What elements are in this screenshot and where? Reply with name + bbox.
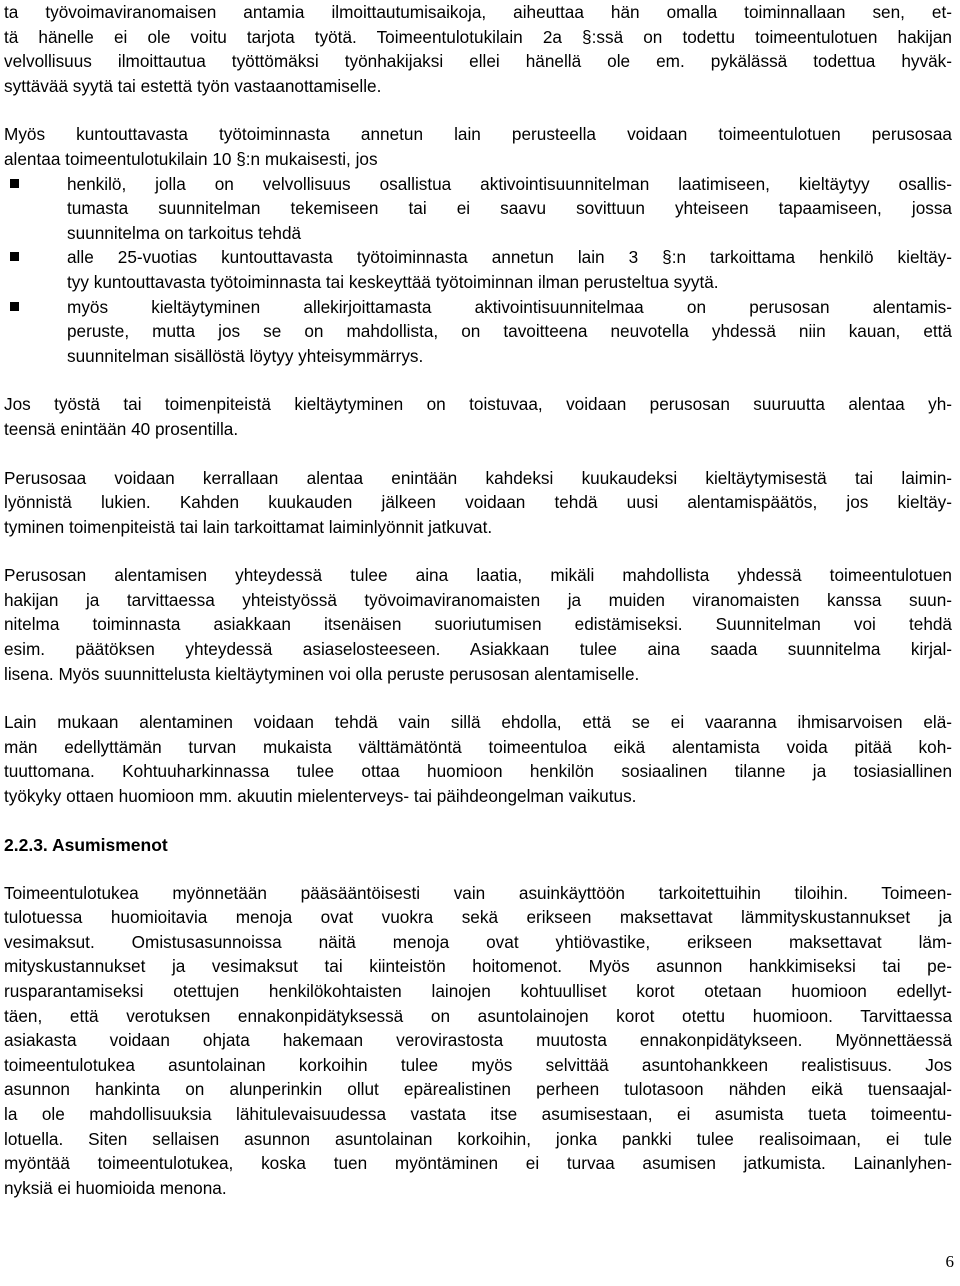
conditions-list (4, 172, 952, 369)
text-line: tumasta suunnitelman tekemiseen tai ei saavu sovittuun yhteiseen tapaamiseen, jossa (67, 198, 952, 219)
text-line: nyksiä ei huomioida menona. (4, 1177, 227, 1198)
text-line: vesimaksut. Omistusasunnoissa näitä menoja ovat yhtiövastike, erikseen maksettavat läm- (4, 931, 952, 952)
text-line: hakijan ja tarvittaessa yhteistyössä työvoimaviranomaisten ja muiden viranomaisten kanssa suun- (4, 589, 952, 610)
text-line: suunnitelma on tarkoitus tehdä (67, 222, 302, 243)
bullet-square-icon (10, 302, 19, 311)
text-line: asunnon hankinta on alunperinkin ollut epärealistinen perheen tulotasoon nähden eikä tuensaajal- (4, 1079, 952, 1100)
text-line: työkyky ottaen huomioon mm. akuutin mielenterveys- tai päihdeongelman vaikutus. (4, 786, 637, 807)
paragraph-repeated-refusal (4, 392, 952, 441)
list-item (4, 172, 952, 246)
text-line: mityskustannukset ja vesimaksut tai kiinteistön hoitomenot. Myös asunnon hankkimiseksi tai pe- (4, 956, 952, 977)
text-line: Jos työstä tai toimenpiteistä kieltäytyminen on toistuvaa, voidaan perusosan suuruutta alentaa yh- (4, 394, 952, 415)
text-line: esim. päätöksen yhteydessä asiaselosteeseen. Asiakkaan tulee aina saada suunnitelma kirjal- (4, 639, 952, 660)
text-line: täen, että verotuksen ennakonpidätyksessä on asuntolainojen korot otettu huomioon. Tarvittaessa (4, 1005, 952, 1026)
text-line: tyy kuntouttavasta työtoiminnasta tai keskeyttää työtoiminnan ilman perusteltua syytä. (67, 271, 719, 292)
text-line: teensä enintään 40 prosentilla. (4, 418, 239, 439)
text-line: Myös kuntouttavasta työtoiminnasta annetun lain perusteella voidaan toimeentulotuen perusosaa (4, 124, 952, 145)
text-line: syttävää syytä tai estettä työn vastaanottamiselle. (4, 75, 382, 96)
paragraph-work-refusal (4, 0, 952, 98)
paragraph-reduction-duration (4, 466, 952, 540)
page-number: 6 (945, 1252, 954, 1271)
text-line: rusparantamiseksi otettujen henkilökohtaisten lainojen kohtuulliset korot otetaan huomioon edellyt- (4, 981, 952, 1001)
text-line: toimeentulotukea asuntolainan korkoihin tulee myös selvittää asuntohankkeen realistisuus. Jos (4, 1054, 952, 1075)
text-line: tyminen toimenpiteistä tai lain tarkoittamat laiminlyönnit jatkuvat. (4, 516, 493, 537)
list-item (4, 295, 952, 369)
list-item (4, 245, 952, 294)
text-line: lyönnistä lukien. Kahden kuukauden jälkeen voidaan tehdä uusi alentamispäätös, jos kieltäy- (4, 492, 952, 513)
paragraph-rehabilitative-work (4, 122, 952, 171)
text-line: myös kieltäytyminen allekirjoittamasta aktivointisuunnitelmaa on perusosan alentamis- (67, 296, 952, 317)
text-line: asiakasta voidaan ohjata hakemaan verovirastosta muutosta ennakonpidätykseen. Myönnettäessä (4, 1030, 952, 1051)
text-line: suunnitelman sisällöstä löytyy yhteisymmärrys. (67, 345, 424, 366)
bullet-square-icon (10, 179, 19, 188)
text-line: tuuttomana. Kohtuuharkinnassa tulee ottaa huomioon henkilön sosiaalinen tilanne ja tosiasiallinen (4, 761, 952, 782)
document-page (4, 0, 952, 1200)
text-line: män edellyttämän turvan mukaista välttämätöntä toimeentuloa eikä alentamista voida pitää koh- (4, 736, 952, 757)
bullet-square-icon (10, 252, 19, 261)
text-line: ta työvoimaviranomaisen antamia ilmoittautumisaikoja, aiheuttaa hän omalla toiminnallaan sen, et- (4, 2, 952, 22)
paragraph-housing-costs (4, 881, 952, 1201)
text-line: alentaa toimeentulotukilain 10 §:n mukaisesti, jos (4, 148, 378, 169)
text-line: nitelma toiminnasta asiakkaan itsenäisen suoriutumisen edistämiseksi. Suunnitelman voi tehdä (4, 614, 952, 635)
text-line: la ole mahdollisuuksia lähitulevaisuudessa vastata itse asumisestaan, ei asumista tueta toimeentu- (4, 1103, 952, 1124)
text-line: Perusosan alentamisen yhteydessä tulee aina laatia, mikäli mahdollista yhdessä toimeentulotuen (4, 565, 952, 586)
text-line: velvollisuus ilmoittautua työttömäksi työnhakijaksi ellei hänellä ole em. pykälässä todettua hyväk- (4, 51, 952, 72)
text-line: tulotuessa huomioitavia menoja ovat vuokra sekä erikseen maksettavat lämmityskustannukset ja (4, 907, 952, 928)
text-line: tä hänelle ei ole voitu tarjota työtä. Toimeentulotukilain 2a §:ssä on todettu toimeentulotuen hakijan (4, 26, 952, 47)
section-heading-housing-costs: 2.2.3. Asumismenot (4, 834, 168, 855)
text-line: myöntää toimeentulotukea, koska tuen myöntäminen ei turvaa asumisen jatkumista. Lainanlyhen- (4, 1153, 952, 1174)
text-line: alle 25-vuotias kuntouttavasta työtoiminnasta annetun lain 3 §:n tarkoittama henkilö kieltäy- (67, 247, 952, 268)
text-line: lotuella. Siten sellaisen asunnon asuntolainan korkoihin, jonka pankki tulee realisoimaan, ei tule (4, 1128, 952, 1149)
text-line: lisena. Myös suunnittelusta kieltäytyminen voi olla peruste perusosan alentamiselle. (4, 663, 640, 684)
text-line: Lain mukaan alentaminen voidaan tehdä vain sillä ehdolla, että se ei vaaranna ihmisarvoisen elä- (4, 712, 952, 733)
text-line: henkilö, jolla on velvollisuus osallistua aktivointisuunnitelman laatimiseen, kieltäytyy osallis- (67, 173, 952, 194)
text-line: peruste, mutta jos se on mahdollista, on tavoitteena neuvotella yhdessä niin kauan, että (67, 321, 952, 342)
text-line: Perusosaa voidaan kerrallaan alentaa enintään kahdeksi kuukaudeksi kieltäytymisestä tai laimin- (4, 467, 952, 488)
text-line: Toimeentulotukea myönnetään pääsääntöisesti vain asuinkäyttöön tarkoitettuihin tiloihin. Toimeen- (4, 882, 952, 903)
paragraph-reduction-plan (4, 563, 952, 686)
paragraph-reduction-conditions (4, 710, 952, 808)
